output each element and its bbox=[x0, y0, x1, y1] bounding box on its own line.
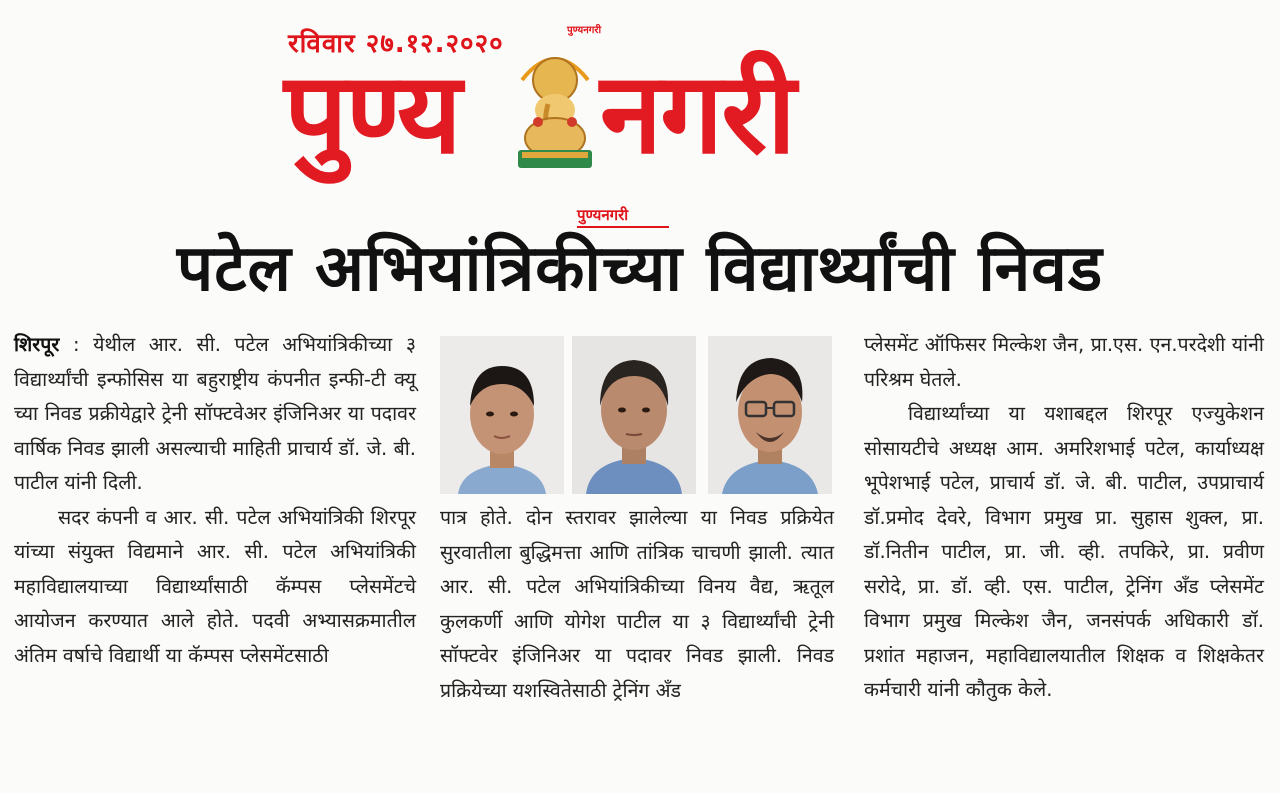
masthead-date: रविवार २७.१२.२०२० bbox=[288, 29, 504, 59]
student-photo-2 bbox=[572, 336, 696, 494]
masthead-word-left: पुण्य bbox=[284, 49, 460, 179]
section-logo: पुण्यनगरी bbox=[577, 206, 629, 224]
paragraph-text: : येथील आर. सी. पटेल अभियांत्रिकीच्या ३ विद्यार्थ्यांची इन्फोसिस या बहुराष्ट्रीय कंपनीत इन्फी-टी क्यू च्या निवड प्रक्रीयेद्वारे ट्रेनी सॉफ्टवेअर इंजिनिअर या पदावर वार्षिक निवड झाली असल्याची माहिती प्राचार्य डॉ. जे. बी. पाटील यांनी दिली. bbox=[14, 333, 416, 494]
dateline: शिरपूर bbox=[14, 333, 60, 356]
article-column-2 bbox=[440, 501, 834, 708]
headline: पटेल अभियांत्रिकीच्या विद्यार्थ्यांची निवड bbox=[176, 232, 1104, 306]
article-paragraph: पात्र होते. दोन स्तरावर झालेल्या या निवड प्रक्रियेत सुरवातीला बुद्धिमत्ता आणि तांत्रिक चाचणी झाली. त्यात आर. सी. पटेल अभियांत्रिकीच्या विनय वैद्य, ऋतूल कुलकर्णी आणि योगेश पाटील या ३ विद्यार्थ्यांची ट्रेनी सॉफ्टवेर इंजिनिअर या पदावर निवड झाली. निवड प्रक्रियेच्या यशस्वितेसाठी ट्रेनिंग अँड bbox=[440, 506, 834, 702]
article-column-1 bbox=[14, 328, 416, 673]
article-paragraph: प्लेसमेंट ऑफिसर मिल्केश जैन, प्रा.एस. एन.परदेशी यांनी परिश्रम घेतले. bbox=[864, 333, 1264, 391]
article-paragraph: विद्यार्थ्यांच्या या यशाबद्दल शिरपूर एज्युकेशन सोसायटीचे अध्यक्ष आम. अमरिशभाई पटेल, कार्याध्यक्ष भूपेशभाई पटेल, प्राचार्य डॉ. जे. बी. पाटील, उपप्राचार्य डॉ.प्रमोद देवरे, विभाग प्रमुख प्रा. सुहास शुक्ल, प्रा. डॉ.नितीन पाटील, प्रा. जी. व्ही. तपकिरे, प्रा. प्रवीण सरोदे, प्रा. डॉ. व्ही. एस. पाटील, ट्रेनिंग अँड प्लेसमेंट विभाग प्रमुख मिल्केश जैन, जनसंपर्क अधिकारी डॉ. प्रशांत महाजन, महाविद्यालयातील शिक्षक व शिक्षकेतर कर्मचारी यांनी कौतुक केले. bbox=[864, 402, 1264, 701]
student-photo-3 bbox=[708, 336, 832, 494]
masthead-small-logo: पुण्यनगरी bbox=[567, 25, 602, 36]
masthead-word-right: नगरी bbox=[600, 49, 795, 179]
student-photo-1 bbox=[440, 336, 564, 494]
article-paragraph: सदर कंपनी व आर. सी. पटेल अभियांत्रिकी शिरपूर यांच्या संयुक्त विद्यमाने आर. सी. पटेल अभियांत्रिकी महाविद्यालयाच्या विद्यार्थ्यांसाठी कॅम्पस प्लेसमेंटचे आयोजन करण्यात आले होते. पदवी अभ्यासक्रमातील अंतिम वर्षाचे विद्यार्थी या कॅम्पस प्लेसमेंटसाठी bbox=[14, 505, 416, 667]
ganesha-emblem bbox=[508, 40, 602, 172]
article-paragraph bbox=[14, 328, 416, 501]
article-column-3 bbox=[864, 328, 1264, 708]
